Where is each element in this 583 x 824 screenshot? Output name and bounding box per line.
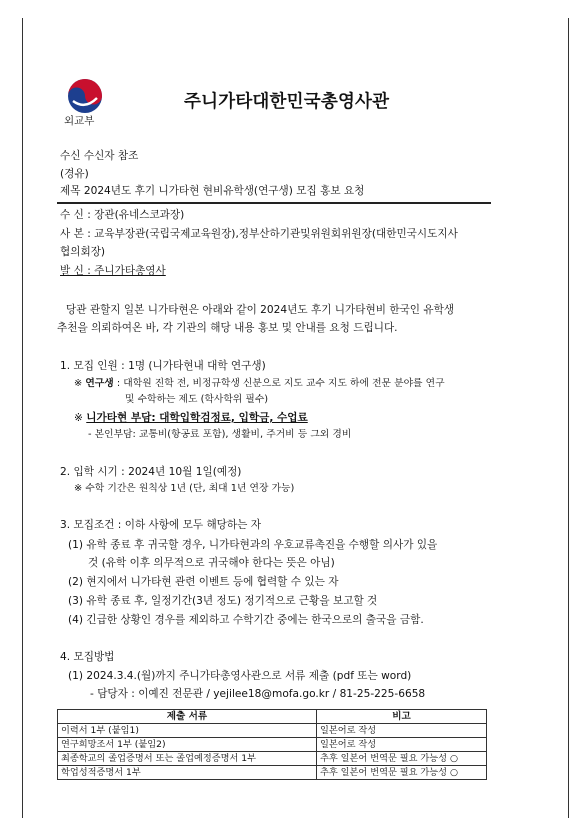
table-cell: 일본어로 작성 bbox=[317, 724, 487, 738]
section1-note1 bbox=[74, 377, 445, 391]
table-cell: 이력서 1부 (붙임1) bbox=[58, 724, 317, 738]
table-cell: 최종학교의 졸업증명서 또는 졸업예정증명서 1부 bbox=[58, 752, 317, 766]
page-border-left bbox=[22, 18, 23, 818]
org-title: 주니가타대한민국총영사관 bbox=[184, 92, 390, 112]
via-line: (경유) bbox=[60, 168, 89, 180]
section3-item1: (1) 유학 종료 후 귀국할 경우, 니가타현과의 우호교류촉진을 수행할 의사가 있을 bbox=[68, 539, 438, 551]
note2-text: 니가타현 부담: 대학입학검정료, 입학금, 수업료 bbox=[86, 412, 308, 424]
section1-note2 bbox=[74, 411, 308, 425]
table-cell: 학업성적증명서 1부 bbox=[58, 766, 317, 780]
section1-note3: - 본인부담: 교통비(항공료 포함), 생활비, 주거비 등 그외 경비 bbox=[88, 429, 352, 440]
page-border-right bbox=[568, 18, 569, 818]
note1-text: : 대학원 진학 전, 비정규학생 신분으로 지도 교수 지도 하에 전문 분야를 연구 bbox=[113, 378, 445, 389]
recipient-line: 수신 수신자 참조 bbox=[60, 150, 139, 162]
contact-line: - 담당자 : 이예진 전문관 / yejilee18@mofa.go.kr / 81-25-225-6658 bbox=[90, 688, 426, 700]
table-cell: 일본어로 작성 bbox=[317, 738, 487, 752]
section2-heading: 2. 입학 시기 : 2024년 10월 1일(예정) bbox=[60, 466, 242, 478]
note1-term: 연구생 bbox=[85, 378, 114, 389]
section3-item4: (4) 긴급한 상황인 경우를 제외하고 수학기간 중에는 한국으로의 출국을 금함. bbox=[68, 614, 424, 626]
ministry-logo-text: 외교부 bbox=[64, 115, 95, 127]
section3-item3: (3) 유학 종료 후, 일정기간(3년 정도) 정기적으로 근황을 보고할 것 bbox=[68, 595, 378, 607]
note-marker: ※ bbox=[74, 412, 83, 424]
section3-item2: (2) 현지에서 니가타현 관련 이벤트 등에 협력할 수 있는 자 bbox=[68, 576, 339, 588]
table-cell: 연구희망조서 1부 (붙임2) bbox=[58, 738, 317, 752]
table-row bbox=[58, 752, 487, 766]
note-marker: ※ bbox=[74, 378, 83, 389]
table-cell: 추후 일본어 번역문 필요 가능성 ○ bbox=[317, 766, 487, 780]
table-row bbox=[58, 766, 487, 780]
table-row bbox=[58, 724, 487, 738]
section4-item1: (1) 2024.3.4.(월)까지 주니가타총영사관으로 서류 제출 (pdf 또는 word) bbox=[68, 670, 412, 682]
from-line: 발 신 : 주니가타총영사 bbox=[60, 265, 166, 277]
table-row bbox=[58, 738, 487, 752]
table-header: 제출 서류 bbox=[58, 710, 317, 724]
table-header: 비고 bbox=[317, 710, 487, 724]
intro-line-1: 당관 관할지 일본 니가타현은 아래와 같이 2024년도 후기 니가타현비 한국인 유학생 bbox=[66, 304, 455, 316]
section1-heading: 1. 모집 인원 : 1명 (니가타현내 대학 연구생) bbox=[60, 360, 266, 372]
intro-line-2: 추천을 의뢰하여온 바, 각 기관의 해당 내용 홍보 및 안내를 요청 드립니다. bbox=[57, 322, 398, 334]
subject-line: 제목 2024년도 후기 니가타현 현비유학생(연구생) 모집 홍보 요청 bbox=[60, 185, 365, 197]
table-header-row bbox=[58, 710, 487, 724]
documents-table bbox=[57, 709, 487, 780]
subject-divider bbox=[57, 202, 491, 204]
section3-item1-cont: 것 (유학 이후 의무적으로 귀국해야 한다는 뜻은 아님) bbox=[88, 557, 335, 569]
to-line: 수 신 : 장관(유네스코과장) bbox=[60, 209, 185, 221]
table-cell: 추후 일본어 번역문 필요 가능성 ○ bbox=[317, 752, 487, 766]
section3-heading: 3. 모집조건 : 이하 사항에 모두 해당하는 자 bbox=[60, 519, 261, 531]
cc-line: 사 본 : 교육부장관(국립국제교육원장),정부산하기관및위원회위원장(대한민국시도지사 bbox=[60, 228, 458, 240]
section2-note: ※ 수학 기간은 원칙상 1년 (단, 최대 1년 연장 가능) bbox=[74, 483, 295, 494]
cc-line-continued: 협의회장) bbox=[60, 246, 106, 258]
section4-heading: 4. 모집방법 bbox=[60, 651, 115, 663]
section1-note1-cont: 및 수학하는 제도 (학사학위 필수) bbox=[125, 394, 269, 405]
